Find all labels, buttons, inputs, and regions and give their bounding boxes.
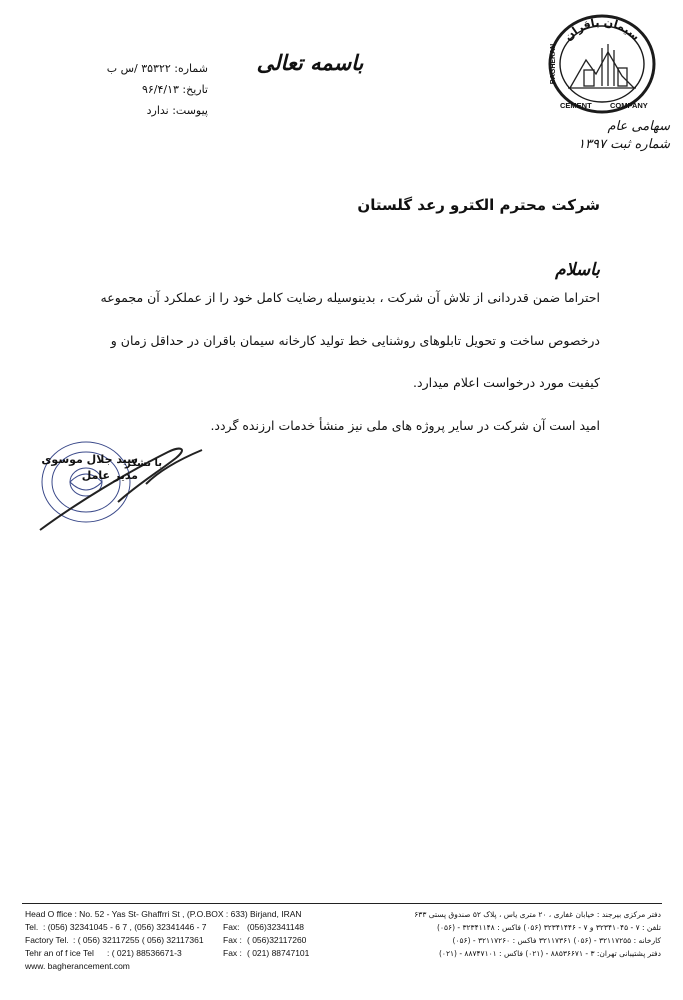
logo-side-text: BAGHERAN bbox=[550, 43, 557, 85]
factory-icon bbox=[568, 44, 636, 88]
letter-date: تاریخ: ۹۶/۴/۱۳ bbox=[141, 83, 208, 96]
tehran-tel-label: Tehr an of f ice Tel bbox=[25, 948, 94, 958]
fax-label: Fax: bbox=[223, 922, 240, 932]
company-logo bbox=[538, 8, 663, 116]
letter-recipient: شرکت محترم الکترو رعد گلستان bbox=[357, 196, 600, 214]
logo-company-text: COMPANY bbox=[610, 101, 648, 110]
signature-stamp-graphic bbox=[18, 432, 218, 537]
tehran-tel-value: : ( 021) 88536671-3 bbox=[107, 948, 182, 958]
tel-label: Tel. bbox=[25, 922, 39, 932]
letter-paragraph-line: کیفیت مورد درخواست اعلام میدارد. bbox=[413, 375, 600, 390]
footer-fa-factory: کارخانه : ۳۲۱۱۷۲۵۵ - (۰۵۶) ۳۲۱۱۷۳۶۱ فاکس : ۳۲۱۱۷۲۶۰ - (۰۵۶) bbox=[452, 936, 661, 945]
factory-tel-value: : ( 056) 32117255 ( 056) 32117361 bbox=[73, 935, 204, 945]
registration-number: شماره ثبت ۱۳۹۷ bbox=[578, 137, 670, 152]
tehran-fax-label: Fax : bbox=[223, 948, 242, 958]
signatory-title: مدیر عامل bbox=[81, 469, 138, 482]
letter-closing-paragraph: امید است آن شرکت در سایر پروژه های ملی نیز منشأ خدمات ارزنده گردد. bbox=[210, 418, 600, 433]
letter-salutation: باسلام bbox=[555, 260, 600, 280]
letter-paragraph-line: احتراما ضمن قدردانی از تلاش آن شرکت ، بدینوسیله رضایت کامل خود را از عملکرد آن مجموعه bbox=[100, 290, 600, 305]
factory-fax-label: Fax : bbox=[223, 935, 242, 945]
fax-value: (056)32341148 bbox=[247, 922, 305, 932]
letter-motto: باسمه تعالی bbox=[256, 50, 364, 75]
company-website-link[interactable]: www. bagherancement.com bbox=[25, 961, 130, 971]
letter-number: شماره: ۳۵۳۲۲ /س ب bbox=[106, 62, 208, 75]
company-registration bbox=[555, 118, 670, 154]
letter-attachment: پیوست: ندارد bbox=[146, 104, 208, 117]
letter-paragraph-line: درخصوص ساخت و تحویل تابلوهای روشنایی خط تولید کارخانه سیمان باقران در حداقل زمان و bbox=[110, 333, 600, 348]
factory-fax-value: ( 056)32117260 bbox=[247, 935, 307, 945]
signature-thanks: با تشکر bbox=[125, 458, 162, 469]
letter-metadata bbox=[18, 58, 208, 121]
tel-value: : (056) 32341045 - 6 7 , (056) 32341446 - 7 bbox=[43, 922, 207, 932]
tehran-fax-value: ( 021) 88747101 bbox=[247, 948, 310, 958]
factory-tel-label: Factory Tel. bbox=[25, 935, 69, 945]
logo-arc-text: سیمان باقران bbox=[561, 15, 643, 44]
company-type: سهامی عام bbox=[607, 119, 670, 134]
footer-english-contact bbox=[25, 908, 325, 973]
footer-persian-contact bbox=[355, 908, 661, 960]
footer-fa-phone: تلفن : ۷ - ۳۲۳۴۱۰۴۵ و ۷ - ۳۲۳۴۱۴۴۶ (۰۵۶) فاکس : ۳۲۳۴۱۱۴۸ - (۰۵۶) bbox=[437, 923, 661, 932]
footer-fa-address: دفتر مرکزی بیرجند : خیابان غفاری ، ۲۰ متری یاس ، پلاک ۵۲ صندوق پستی ۶۳۳ bbox=[414, 910, 661, 919]
signatory bbox=[18, 452, 138, 484]
signatory-name: سید جلال موسوی bbox=[41, 453, 138, 466]
logo-cement-text: CEMENT bbox=[560, 101, 592, 110]
footer-fa-tehran: دفتر پشتیبانی تهران: ۳ - ۸۸۵۳۶۶۷۱ - (۰۲۱) فاکس : ۸۸۷۴۷۱۰۱ - (۰۲۱) bbox=[438, 949, 661, 958]
head-office-address: Head O ffice : No. 52 - Yas St- Ghaffrri St , (P.O.BOX : 633) Birjand, IRAN bbox=[25, 909, 302, 919]
footer-divider bbox=[22, 903, 662, 904]
